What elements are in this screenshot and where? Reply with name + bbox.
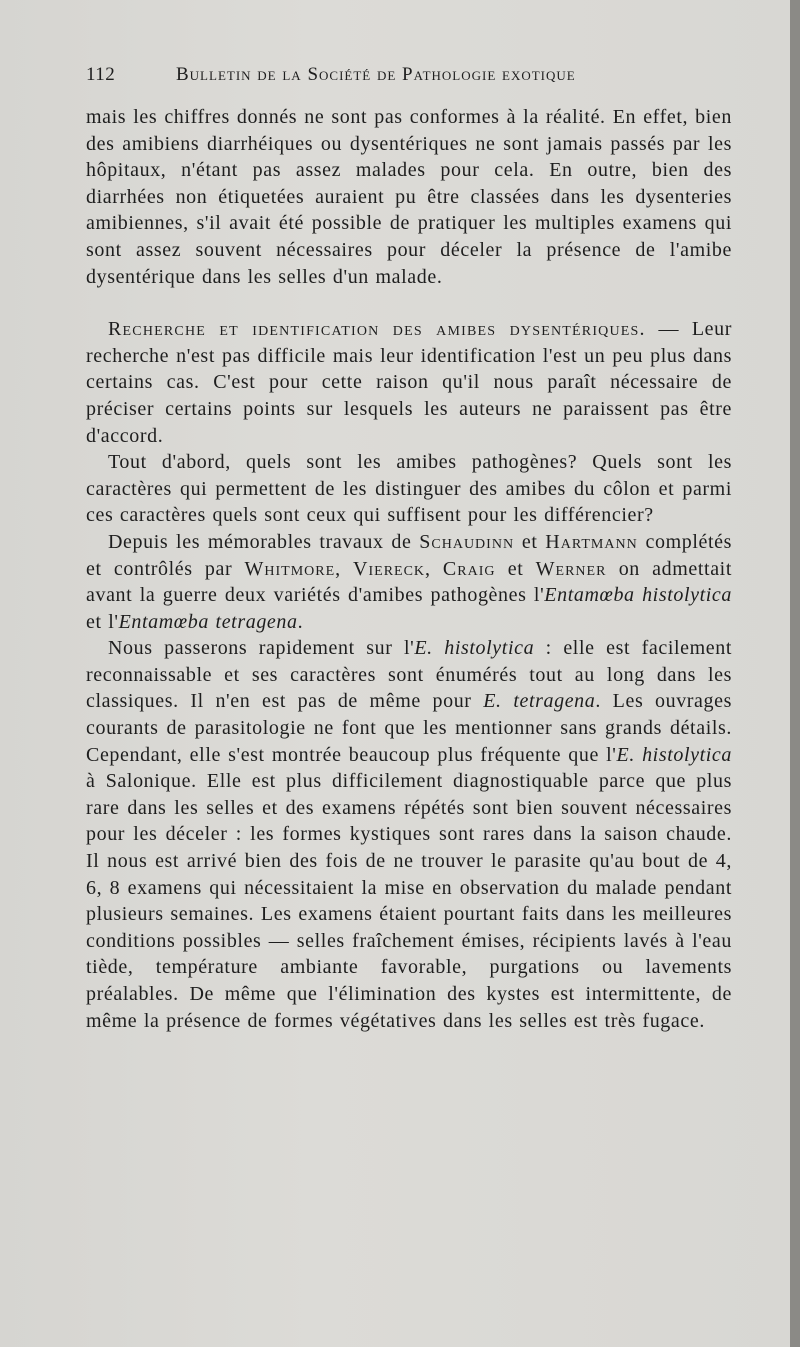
page-content	[86, 64, 732, 1034]
running-title: Bulletin de la Société de Pathologie exotique	[176, 64, 576, 85]
paragraph-4	[86, 529, 732, 635]
author-hartmann: Hartmann	[545, 530, 638, 553]
species-e-histolytica: E. histolytica	[414, 637, 535, 660]
author-werner: Werner	[535, 557, 607, 580]
text-run: . Les ouvrages courants de parasitologie ne font que les mentionner sans grands détails. Cependant, elle s'est montrée beaucoup plus fréquente que l'	[86, 690, 732, 766]
text-run: et	[514, 530, 546, 553]
text-run: à Salonique. Elle est plus difficilement diagnostiquable parce que plus rare dans les selles et des examens répétés sont bien souvent nécessaires pour les déceler : les formes kystiques sont rares dans la saison chaude. Il nous est arrivé bien des fois de ne trouver le parasite qu'au bout de 4, 6, 8 examens qui nécessitaient la mise en observation du malade pendant plusieurs semaines. Les examens étaient pourtant faits dans les meilleures conditions possibles — selles fraîchement émises, récipients lavés à l'eau tiède, température ambiante favorable, purgations ou lavements préalables. De même que l'élimination des kystes est intermittente, de même la présence de formes végétatives dans les selles est très fugace.	[86, 770, 732, 1032]
author-craig: Craig	[442, 557, 496, 580]
text-run: on admettait avant la guerre deux variétés d'amibes pathogènes l'	[86, 557, 732, 607]
paragraph-3: Tout d'abord, quels sont les amibes pathogènes? Quels sont les caractères qui permettent de les distinguer des amibes du côlon et parmi ces caractères quels sont ceux qui suffisent pour les différencier?	[86, 451, 732, 527]
text-run: ,	[425, 557, 443, 580]
paragraph-section	[86, 316, 732, 449]
text-run: : elle est facilement reconnaissable et ses caractères sont énumérés tout au long dans les classiques. Il n'en est pas de même pour	[86, 637, 732, 713]
running-head	[86, 64, 732, 98]
body-text	[86, 104, 732, 1034]
section-heading: Recherche et identification des amibes dysentériques.	[108, 318, 646, 341]
text-run: ,	[335, 557, 354, 580]
paragraph-1: mais les chiffres donnés ne sont pas conformes à la réalité. En effet, bien des amibiens diarrhéiques ou dysentériques ne sont jamais passés par les hôpitaux, n'étant pas assez malades pour cela. En outre, bien des diarrhées non étiquetées auraient pu être classées dans les dysenteries amibiennes, s'il avait été possible de pratiquer les multiples examens qui sont assez souvent nécessaires pour déceler la présence de l'amibe dysentérique dans les selles d'un malade.	[86, 106, 732, 288]
text-run: complétés et contrôlés par	[86, 530, 732, 580]
species-histolytica: Entamœba histolytica	[544, 584, 732, 607]
text-run: .	[297, 610, 304, 633]
text-run: et l'	[86, 610, 119, 633]
section-text: — Leur recherche n'est pas difficile mais leur identification l'est un peu plus dans certains cas. C'est pour cette raison qu'il nous paraît nécessaire de préciser certains points sur lesquels les auteurs ne paraissent pas être d'accord.	[86, 318, 732, 447]
text-run: et	[495, 557, 536, 580]
species-e-tetragena: E. tetragena	[483, 690, 596, 713]
author-schaudinn: Schaudinn	[419, 530, 515, 553]
page-number: 112	[86, 64, 116, 85]
paragraph-5	[86, 635, 732, 1034]
species-tetragena: Entamœba tetragena	[118, 610, 298, 633]
author-whitmore: Whitmore	[244, 557, 336, 580]
author-viereck: Viereck	[353, 557, 426, 580]
page-edge	[790, 0, 800, 1347]
text-run: Nous passerons rapidement sur l'	[108, 637, 415, 660]
text-run: Depuis les mémorables travaux de	[108, 530, 420, 553]
species-e-histolytica: E. histolytica	[616, 743, 732, 766]
